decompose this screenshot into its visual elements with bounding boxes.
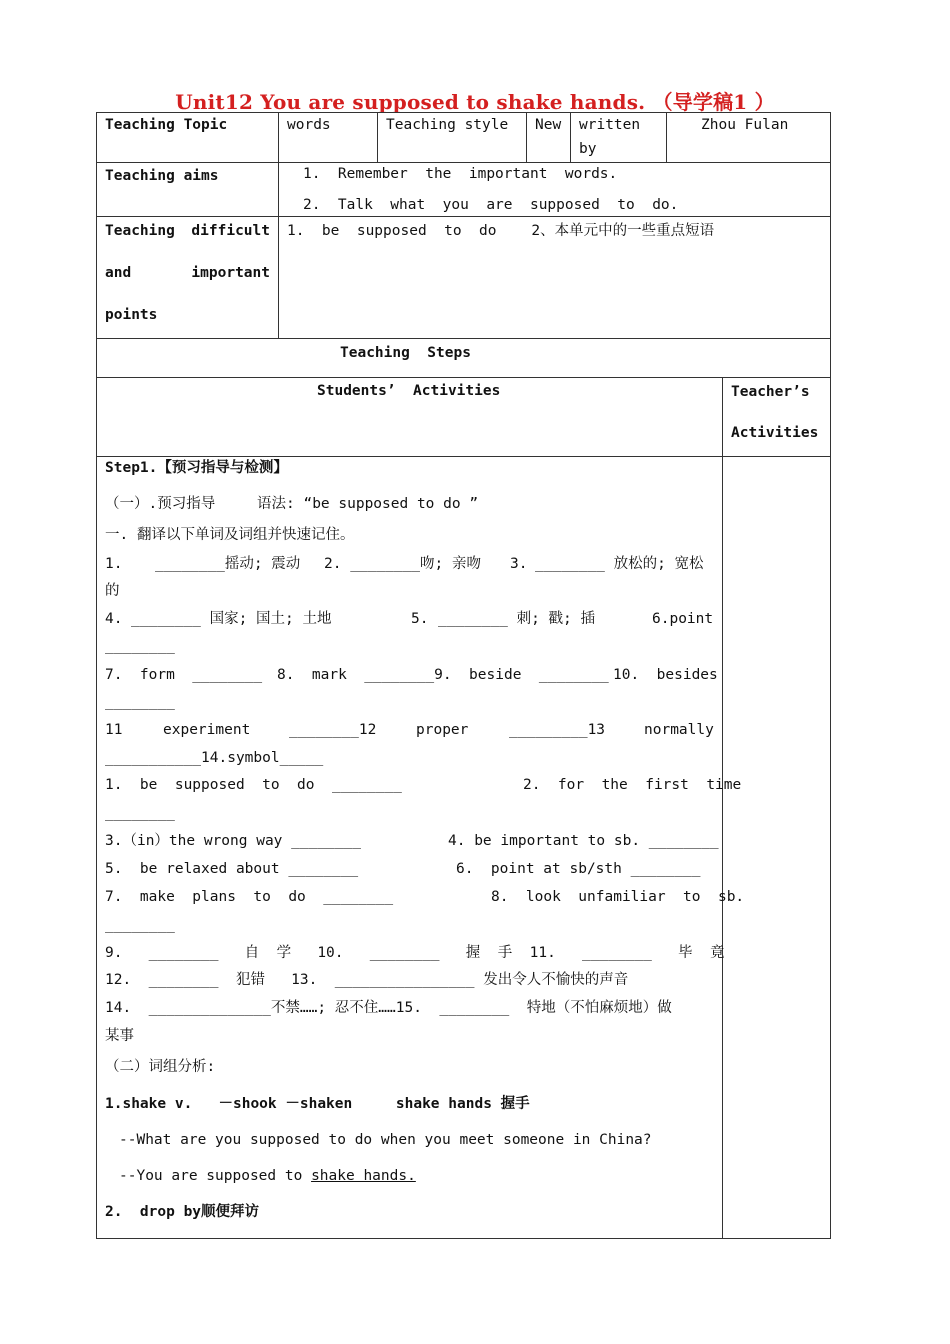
vocab-13: normally — [644, 722, 714, 738]
vocab-3-number: 3. — [510, 556, 528, 572]
vocab-4: ________ 国家; 国土; 土地 — [131, 611, 332, 627]
phrase-4: 4. be important to sb. ________ — [448, 833, 719, 849]
vocab-12: proper — [416, 722, 469, 738]
vocab-14: ___________14.symbol_____ — [105, 750, 324, 766]
difficult-label-w1: Teaching — [105, 223, 175, 239]
author-name: Zhou Fulan — [701, 117, 789, 133]
aims-label: Teaching aims — [105, 168, 219, 184]
steps-header-cell — [97, 339, 831, 378]
vocab-3: ________ 放松的; 宽松 — [535, 556, 704, 572]
aim-item-2: 2. Talk what you are supposed to do. — [303, 197, 679, 213]
teacher-header-line1: Teacher’s — [731, 384, 810, 400]
vocab-8-9: 8. mark ________9. beside ________ — [277, 667, 609, 683]
header-row — [97, 113, 831, 163]
teacher-header-line2: Activities — [731, 425, 819, 441]
style-label-cell — [378, 113, 527, 163]
topic-value: words — [287, 117, 331, 133]
dialog-question: --What are you supposed to do when you meet someone in China? — [119, 1132, 652, 1148]
lesson-plan-table — [96, 112, 831, 1239]
author-cell — [667, 113, 831, 163]
shake-heading: 1.shake v. －shook －shaken shake hands 握手 — [105, 1096, 530, 1112]
page-title: Unit12 You are supposed to shake hands. （导学稿1 ） — [175, 90, 775, 114]
dialog-answer-text: --You are supposed to — [119, 1168, 312, 1184]
topic-label-cell — [97, 113, 279, 163]
difficult-label-w3: and — [105, 265, 132, 281]
written-label: written — [579, 117, 641, 133]
phrase-12-13: 12. ________ 犯错 13. ________________ 发出令人不愉快的声音 — [105, 972, 629, 988]
vocab-7: 7. form ________ — [105, 667, 263, 683]
vocab-10-cont: ________ — [105, 694, 175, 710]
phrase-1: 1. be supposed to do ________ — [105, 777, 402, 793]
vocab-11-number: 11 — [105, 722, 123, 738]
vocab-4-number: 4. — [105, 611, 123, 627]
aims-content-cell — [279, 163, 831, 217]
difficult-row — [97, 217, 831, 339]
vocab-11-blank: ________12 — [289, 722, 377, 738]
difficult-label-w2: difficult — [191, 223, 270, 239]
vocab-5: ________ 刺; 戳; 插 — [438, 611, 595, 627]
vocab-1: ________摇动; 震动 — [155, 556, 301, 572]
vocab-11: experiment — [163, 722, 251, 738]
vocab-5-number: 5. — [411, 611, 429, 627]
difficult-label-w4: important — [191, 265, 270, 281]
vocab-10: 10. besides — [613, 667, 718, 683]
phrase-6: 6. point at sb/sth ________ — [456, 861, 701, 877]
steps-header: Teaching Steps — [340, 345, 471, 361]
step1-heading: Step1.【预习指导与检测】 — [105, 460, 288, 476]
steps-row — [97, 339, 831, 378]
teacher-content-cell — [723, 457, 831, 1239]
phrase-15-cont: 某事 — [105, 1028, 134, 1044]
vocab-6-cont: ________ — [105, 638, 175, 654]
content-row — [97, 457, 831, 1239]
style-value-cell — [527, 113, 571, 163]
difficult-label-cell — [97, 217, 279, 339]
students-header: Students’ Activities — [317, 383, 501, 399]
students-content-cell — [97, 457, 745, 1239]
drop-by-heading: 2. drop by顺便拜访 — [105, 1204, 260, 1220]
dialog-answer — [119, 1168, 416, 1185]
aims-label-cell — [97, 163, 279, 217]
style-label: Teaching style — [386, 117, 509, 133]
phrase-5: 5. be relaxed about ________ — [105, 861, 359, 877]
topic-value-cell — [279, 113, 378, 163]
vocab-1-number: 1. — [105, 556, 123, 572]
phrase-3: 3.（in）the wrong way ________ — [105, 833, 361, 849]
aim-item-1: 1. Remember the important words. — [303, 166, 618, 182]
phrase-7: 7. make plans to do ________ — [105, 889, 394, 905]
phrase-14-15: 14. ______________不禁……; 忍不住……15. ________ 特地（不怕麻烦地）做 — [105, 1000, 672, 1016]
dialog-answer-underlined: shake hands. — [311, 1168, 416, 1184]
vocab-2: 2. ________吻; 亲吻 — [324, 556, 481, 572]
translate-instruction: 一. 翻译以下单词及词组并快速记住。 — [105, 527, 355, 543]
phrase-8-cont: ________ — [105, 917, 175, 933]
aims-row — [97, 163, 831, 217]
difficult-label-w5: points — [105, 307, 158, 323]
difficult-content-cell — [279, 217, 831, 339]
style-value: New — [535, 117, 562, 133]
phrase-8: 8. look unfamiliar to sb. — [491, 889, 745, 905]
section2-heading: （二）词组分析: — [105, 1059, 216, 1075]
topic-label: Teaching Topic — [105, 117, 228, 133]
vocab-3-cont: 的 — [105, 583, 120, 599]
activities-header-row — [97, 378, 831, 457]
phrase-2-cont: ________ — [105, 805, 175, 821]
vocab-12-blank: _________13 — [509, 722, 606, 738]
phrase-2: 2. for the first time — [523, 777, 742, 793]
phrase-9-11: 9. ________ 自 学 10. ________ 握 手 11. ________ 毕 竟 — [105, 945, 725, 961]
written-label-cell — [571, 113, 667, 163]
teacher-header-cell — [723, 378, 831, 457]
difficult-content: 1. be supposed to do 2、本单元中的一些重点短语 — [287, 223, 715, 239]
by-label: by — [579, 141, 597, 157]
vocab-6: 6.point — [652, 611, 714, 627]
students-header-cell — [97, 378, 723, 457]
grammar-label: 语法: “be supposed to do ” — [257, 496, 479, 512]
section1-label: （一）.预习指导 — [105, 496, 216, 512]
